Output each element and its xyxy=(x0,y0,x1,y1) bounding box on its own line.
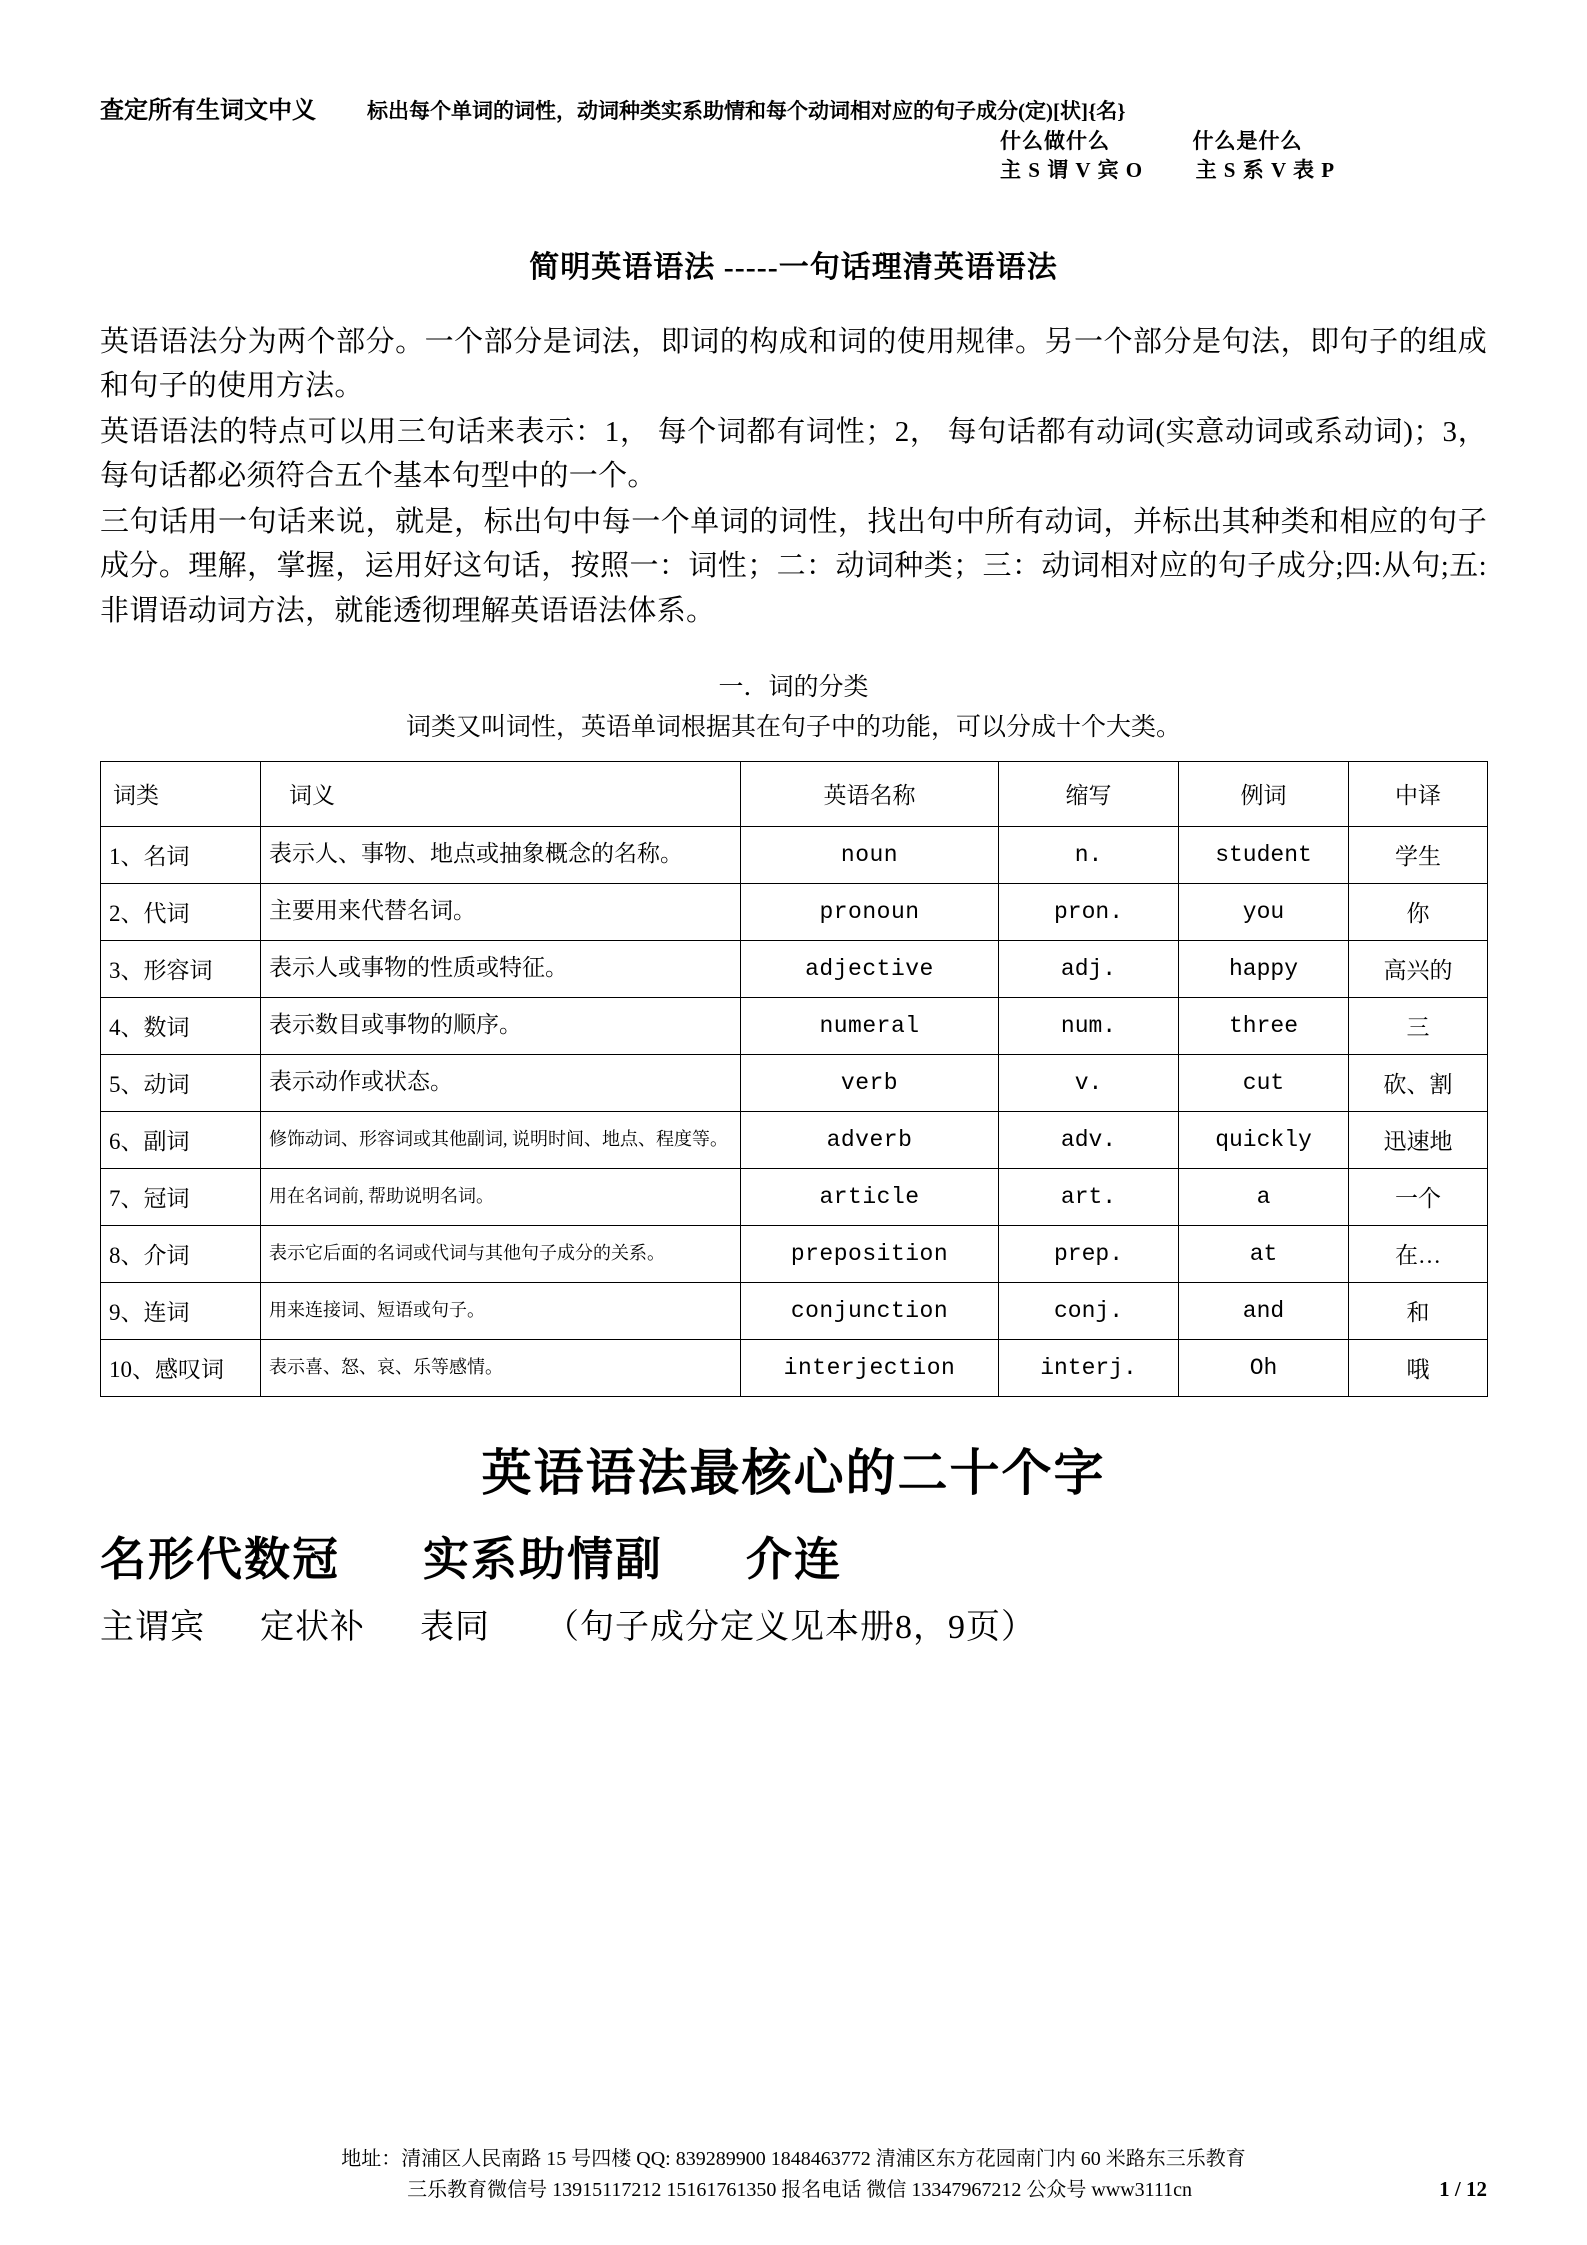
table-row xyxy=(101,1339,1488,1396)
table-cell-english: noun xyxy=(741,826,999,883)
parts-of-speech-table xyxy=(100,761,1488,1397)
page-number: 1 / 12 xyxy=(1439,2176,1487,2201)
table-cell-category: 2、代词 xyxy=(101,883,261,940)
table-cell-english: interjection xyxy=(741,1339,999,1396)
table-cell-category: 9、连词 xyxy=(101,1282,261,1339)
table-cell-example: cut xyxy=(1179,1054,1349,1111)
table-cell-translation: 在… xyxy=(1349,1225,1488,1282)
header-note-line3b: 主 S 系 V 表 P xyxy=(1195,157,1336,182)
page-footer xyxy=(100,2144,1487,2206)
table-cell-definition: 表示动作或状态。 xyxy=(261,1054,741,1111)
table-cell-definition: 表示人或事物的性质或特征。 xyxy=(261,940,741,997)
header-note-line2a: 什么做什么 xyxy=(1000,129,1110,154)
table-row xyxy=(101,1111,1488,1168)
table-cell-definition: 修饰动词、形容词或其他副词, 说明时间、地点、程度等。 xyxy=(261,1111,741,1168)
table-cell-category: 7、冠词 xyxy=(101,1168,261,1225)
table-row xyxy=(101,826,1488,883)
header-annotation xyxy=(100,95,1487,184)
table-header-cell: 英语名称 xyxy=(741,761,999,826)
core-line-3 xyxy=(100,1599,1487,1648)
table-cell-category: 4、数词 xyxy=(101,997,261,1054)
table-row xyxy=(101,1168,1488,1225)
table-row xyxy=(101,1054,1488,1111)
page-title: 简明英语语法 -----一句话理清英语语法 xyxy=(529,251,1058,285)
table-cell-english: article xyxy=(741,1168,999,1225)
table-header-cell: 例词 xyxy=(1179,761,1349,826)
table-cell-category: 6、副词 xyxy=(101,1111,261,1168)
table-cell-translation: 哦 xyxy=(1349,1339,1488,1396)
core-line2-c: 介连 xyxy=(746,1533,842,1585)
table-row xyxy=(101,997,1488,1054)
table-cell-definition: 表示它后面的名词或代词与其他句子成分的关系。 xyxy=(261,1225,741,1282)
paragraph-2: 英语语法的特点可以用三句话来表示：1， 每个词都有词性；2， 每句话都有动词(实意动词或系动词)；3，每句话都必须符合五个基本句型中的一个。 xyxy=(100,416,1487,493)
table-cell-english: verb xyxy=(741,1054,999,1111)
core-line2-a: 名形代数冠 xyxy=(100,1533,340,1585)
table-cell-example: and xyxy=(1179,1282,1349,1339)
core-line3-a: 主谓宾 xyxy=(100,1608,205,1646)
table-cell-definition: 用来连接词、短语或句子。 xyxy=(261,1282,741,1339)
table-cell-category: 5、动词 xyxy=(101,1054,261,1111)
table-cell-translation: 学生 xyxy=(1349,826,1488,883)
core-line3-b: 定状补 xyxy=(260,1608,365,1646)
table-cell-definition: 表示数目或事物的顺序。 xyxy=(261,997,741,1054)
table-cell-definition: 主要用来代替名词。 xyxy=(261,883,741,940)
table-cell-example: you xyxy=(1179,883,1349,940)
table-row xyxy=(101,883,1488,940)
table-header-cell: 词义 xyxy=(261,761,741,826)
table-cell-translation: 一个 xyxy=(1349,1168,1488,1225)
table-cell-abbreviation: adj. xyxy=(999,940,1179,997)
table-header-row xyxy=(101,761,1488,826)
table-cell-abbreviation: adv. xyxy=(999,1111,1179,1168)
table-cell-example: happy xyxy=(1179,940,1349,997)
section-heading: 一．词的分类 xyxy=(718,673,869,701)
table-cell-abbreviation: prep. xyxy=(999,1225,1179,1282)
footer-line-2: 三乐教育微信号 13915117212 15161761350 报名电话 微信 13347967212 公众号 www3111cn xyxy=(407,2178,1193,2201)
table-cell-example: a xyxy=(1179,1168,1349,1225)
table-cell-abbreviation: v. xyxy=(999,1054,1179,1111)
table-cell-english: preposition xyxy=(741,1225,999,1282)
table-cell-example: student xyxy=(1179,826,1349,883)
table-cell-abbreviation: n. xyxy=(999,826,1179,883)
paragraph-3: 三句话用一句话来说，就是，标出句中每一个单词的词性，找出句中所有动词，并标出其种类和相应的句子成分。理解，掌握，运用好这句话，按照一：词性；二：动词种类；三：动词相对应的句子成分;四:从句;五:非谓语动词方法，就能透彻理解英语语法体系。 xyxy=(100,506,1487,627)
table-cell-translation: 高兴的 xyxy=(1349,940,1488,997)
table-cell-abbreviation: conj. xyxy=(999,1282,1179,1339)
header-note-line3a: 主 S 谓 V 宾 O xyxy=(1000,157,1144,182)
table-cell-abbreviation: art. xyxy=(999,1168,1179,1225)
table-cell-definition: 用在名词前, 帮助说明名词。 xyxy=(261,1168,741,1225)
core-line2-b: 实系助情副 xyxy=(423,1533,663,1585)
header-note-line1b: 标出每个单词的词性，动词种类实系助情和每个动词相对应的句子成分(定)[状]{名} xyxy=(367,99,1126,123)
table-cell-english: conjunction xyxy=(741,1282,999,1339)
table-cell-abbreviation: num. xyxy=(999,997,1179,1054)
table-cell-category: 1、名词 xyxy=(101,826,261,883)
table-cell-translation: 迅速地 xyxy=(1349,1111,1488,1168)
table-cell-abbreviation: pron. xyxy=(999,883,1179,940)
header-note-line2b: 什么是什么 xyxy=(1192,129,1303,154)
table-cell-example: quickly xyxy=(1179,1111,1349,1168)
table-cell-translation: 三 xyxy=(1349,997,1488,1054)
table-cell-translation: 和 xyxy=(1349,1282,1488,1339)
paragraph-1: 英语语法分为两个部分。一个部分是词法，即词的构成和词的使用规律。另一个部分是句法，即句子的组成和句子的使用方法。 xyxy=(100,326,1487,403)
table-row xyxy=(101,1282,1488,1339)
table-header-cell: 词类 xyxy=(101,761,261,826)
table-cell-translation: 砍、割 xyxy=(1349,1054,1488,1111)
section-subheading: 词类又叫词性，英语单词根据其在句子中的功能，可以分成十个大类。 xyxy=(405,713,1181,741)
table-cell-english: numeral xyxy=(741,997,999,1054)
table-cell-abbreviation: interj. xyxy=(999,1339,1179,1396)
table-cell-example: Oh xyxy=(1179,1339,1349,1396)
table-cell-english: adverb xyxy=(741,1111,999,1168)
table-cell-translation: 你 xyxy=(1349,883,1488,940)
table-cell-english: pronoun xyxy=(741,883,999,940)
table-header-cell: 中译 xyxy=(1349,761,1488,826)
footer-line-1: 地址：清浦区人民南路 15 号四楼 QQ: 839289900 1848463772 清浦区东方花园南门内 60 米路东三乐教育 xyxy=(341,2147,1246,2170)
table-cell-english: adjective xyxy=(741,940,999,997)
table-cell-definition: 表示喜、怒、哀、乐等感情。 xyxy=(261,1339,741,1396)
table-cell-category: 10、感叹词 xyxy=(101,1339,261,1396)
table-header-cell: 缩写 xyxy=(999,761,1179,826)
table-cell-definition: 表示人、事物、地点或抽象概念的名称。 xyxy=(261,826,741,883)
header-note-line1a: 查定所有生词文中义 xyxy=(100,98,316,124)
table-cell-example: at xyxy=(1179,1225,1349,1282)
table-cell-category: 8、介词 xyxy=(101,1225,261,1282)
core-line3-c: 表同 xyxy=(420,1608,490,1646)
table-row xyxy=(101,940,1488,997)
table-cell-category: 3、形容词 xyxy=(101,940,261,997)
core-title: 英语语法最核心的二十个字 xyxy=(481,1444,1106,1501)
table-cell-example: three xyxy=(1179,997,1349,1054)
core-line-2 xyxy=(100,1523,1487,1589)
core-line3-d: （句子成分定义见本册8，9页） xyxy=(545,1608,1036,1646)
table-row xyxy=(101,1225,1488,1282)
